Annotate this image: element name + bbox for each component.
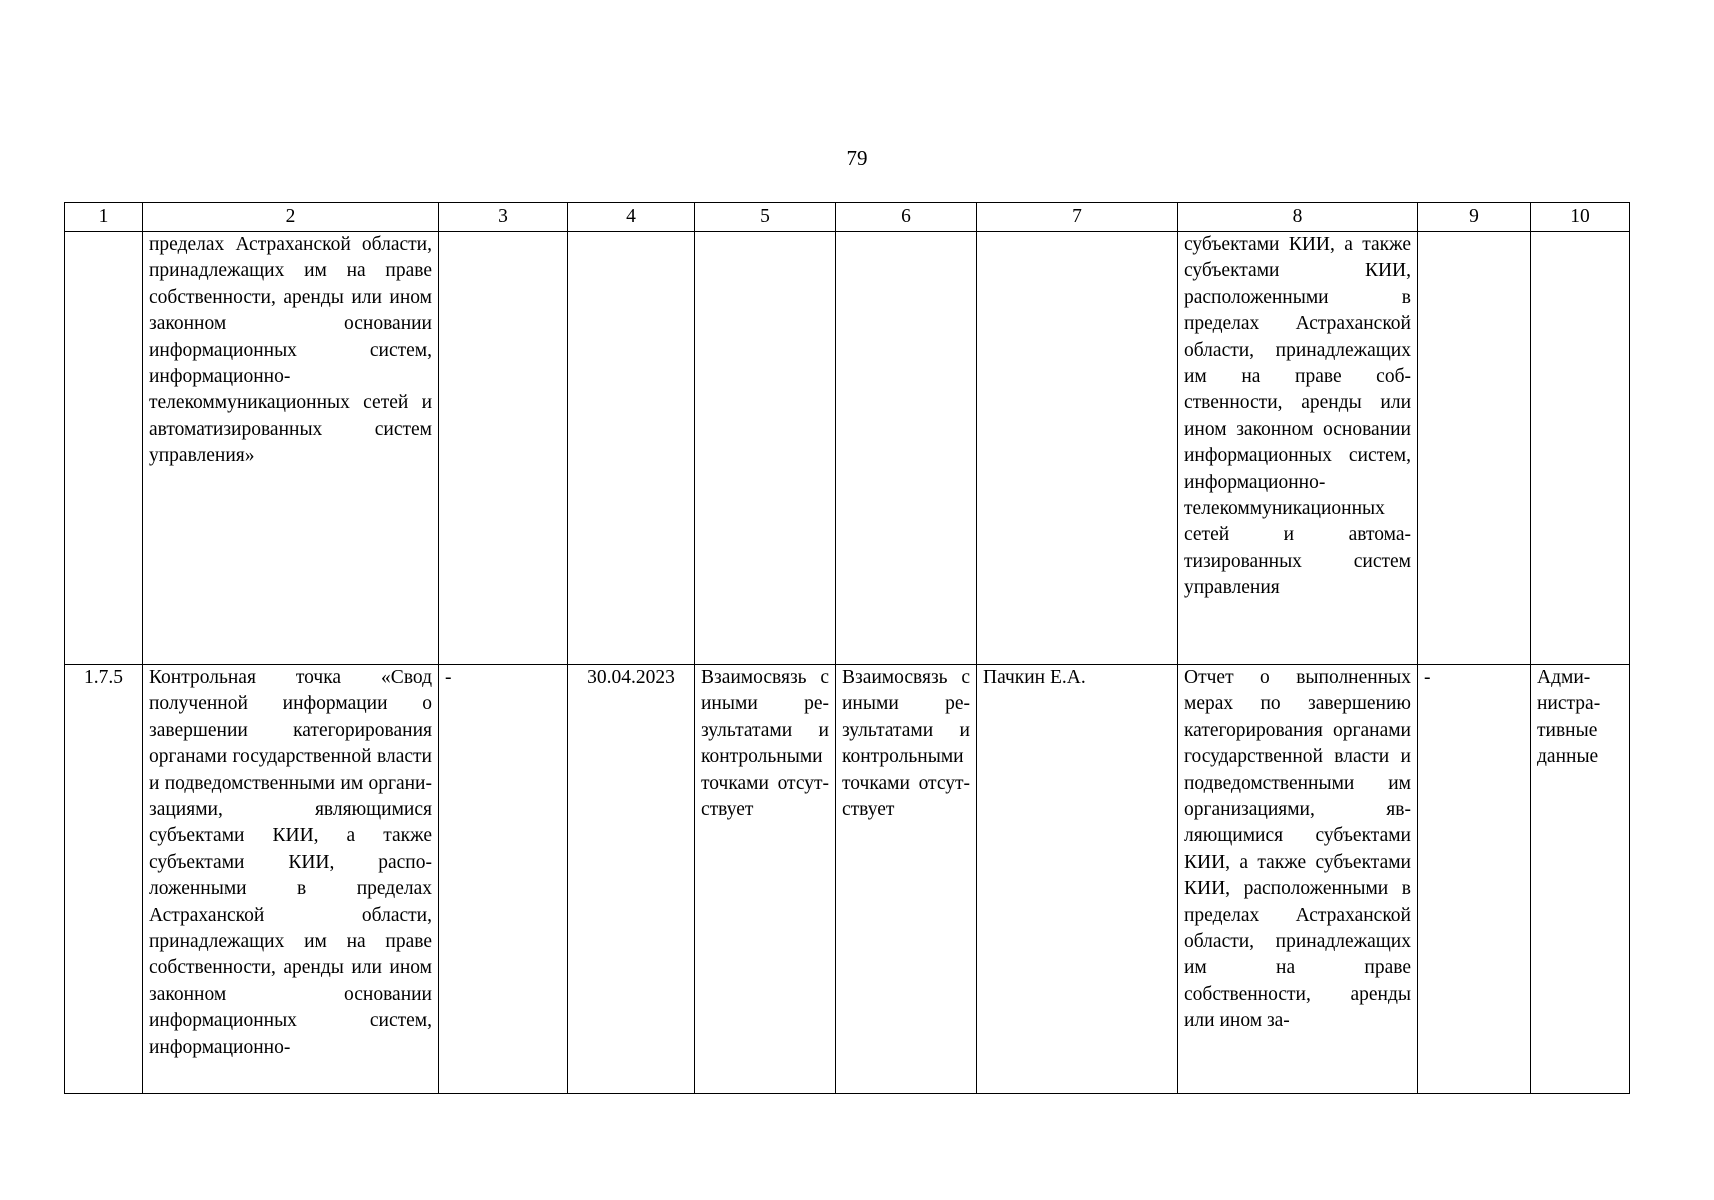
plan-table — [64, 202, 1630, 1094]
cell-end-date: 30.04.2023 — [568, 665, 695, 1094]
cell-result: Отчет о выполненных мерах по завершению категорирования органами государственной власти и подведомственными им организациями, являющимися субъектами КИИ, а также субъектами КИИ, расположенными в пределах Астраханской области, принадлежащих им на праве собственности, аренды или ином за- — [1178, 665, 1418, 1094]
cell-start-date: - — [439, 665, 568, 1094]
table-row-continued — [65, 232, 1630, 665]
cell-name: пределах Астраханской области, принадлежащих им на праве собственности, аренды или ином законном основании информационных систем, информационно-телекоммуникационных сетей и автоматизированных систем управления» — [143, 232, 439, 665]
table-row-1-7-5 — [65, 665, 1630, 1094]
cell-name: Контрольная точка «Свод полученной информации о завершении категорирования органами государственной власти и подведомственными им организациями, являющимися субъектами КИИ, а также субъектами КИИ, расположенными в пределах Астраханской области, принадлежащих им на праве собственности, аренды или ином законном основании информационных систем, информационно- — [143, 665, 439, 1094]
header-cell-10: 10 — [1531, 203, 1630, 232]
cell-source — [1531, 232, 1630, 665]
cell-responsible — [977, 232, 1178, 665]
header-cell-8: 8 — [1178, 203, 1418, 232]
header-cell-5: 5 — [695, 203, 836, 232]
cell-predecessors: Взаимосвязь с иными результатами и контрольными точками отсутствует — [695, 665, 836, 1094]
header-cell-9: 9 — [1418, 203, 1531, 232]
header-cell-3: 3 — [439, 203, 568, 232]
header-cell-4: 4 — [568, 203, 695, 232]
page-number: 79 — [846, 146, 868, 170]
header-cell-7: 7 — [977, 203, 1178, 232]
cell-system — [1418, 232, 1531, 665]
cell-start-date — [439, 232, 568, 665]
header-cell-1: 1 — [65, 203, 143, 232]
cell-successors: Взаимосвязь с иными результатами и контрольными точками отсутствует — [836, 665, 977, 1094]
table-header-row — [65, 203, 1630, 232]
cell-predecessors — [695, 232, 836, 665]
cell-successors — [836, 232, 977, 665]
cell-system: - — [1418, 665, 1531, 1094]
cell-source: Административные данные — [1531, 665, 1630, 1094]
cell-end-date — [568, 232, 695, 665]
cell-number: 1.7.5 — [65, 665, 143, 1094]
header-cell-2: 2 — [143, 203, 439, 232]
header-cell-6: 6 — [836, 203, 977, 232]
cell-result: субъектами КИИ, а также субъектами КИИ, расположенными в пределах Астраханской области, принадлежащих им на праве собственности, аренды или ином законном основании информационных систем, информационно-телекоммуникационных сетей и автоматизированных систем управления — [1178, 232, 1418, 665]
cell-number — [65, 232, 143, 665]
cell-responsible: Пачкин Е.А. — [977, 665, 1178, 1094]
